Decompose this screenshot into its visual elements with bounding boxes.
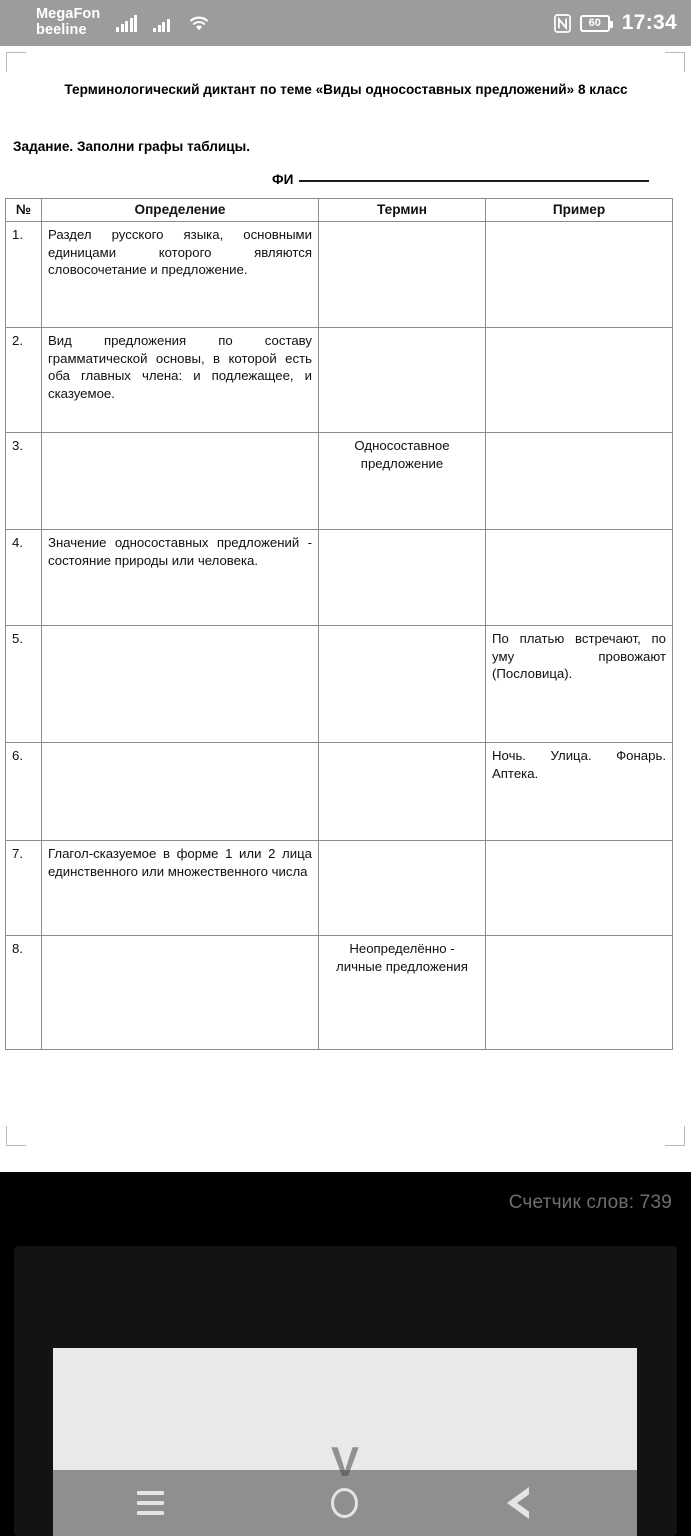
row-term: Неопределённо - личные предложения — [319, 936, 486, 1050]
row-number: 2. — [6, 328, 42, 433]
ad-placeholder[interactable] — [53, 1348, 637, 1470]
row-number: 1. — [6, 222, 42, 328]
android-navigation-bar — [53, 1438, 637, 1536]
table-row — [6, 626, 673, 743]
row-term[interactable] — [319, 743, 486, 841]
carrier-secondary: beeline — [36, 22, 87, 38]
home-button[interactable] — [302, 1475, 388, 1531]
carrier-primary: MegaFon — [36, 6, 101, 23]
row-definition[interactable] — [42, 626, 319, 743]
wifi-icon — [186, 14, 210, 32]
recents-icon — [137, 1491, 164, 1515]
row-term[interactable] — [319, 222, 486, 328]
col-header-definition: Определение — [42, 199, 319, 222]
crop-mark-top-right — [665, 52, 685, 72]
signal-icons-group — [116, 14, 210, 32]
row-number: 5. — [6, 626, 42, 743]
back-button[interactable] — [497, 1475, 583, 1531]
row-example: По платью встречают, по уму провожают (Пословица). — [486, 626, 673, 743]
fio-label: ФИ — [272, 172, 294, 187]
row-term[interactable] — [319, 626, 486, 743]
row-number: 4. — [6, 530, 42, 626]
table-row — [6, 530, 673, 626]
row-term: Односоставное предложение — [319, 433, 486, 530]
row-example[interactable] — [486, 936, 673, 1050]
row-number: 8. — [6, 936, 42, 1050]
signal-bars-icon-sim2 — [153, 15, 170, 32]
document-page[interactable] — [0, 46, 691, 1172]
crop-mark-bottom-left — [6, 1126, 26, 1146]
row-example: Ночь. Улица. Фонарь. Аптека. — [486, 743, 673, 841]
table-row — [6, 433, 673, 530]
row-example[interactable] — [486, 433, 673, 530]
row-definition[interactable] — [42, 936, 319, 1050]
row-definition[interactable] — [42, 743, 319, 841]
status-bar-right — [554, 11, 677, 35]
definitions-table — [5, 198, 673, 1050]
col-header-number: № — [6, 199, 42, 222]
row-number: 3. — [6, 433, 42, 530]
carrier-labels — [36, 7, 100, 38]
watermark-overlay: V — [330, 1438, 360, 1485]
recents-button[interactable] — [107, 1475, 193, 1531]
back-icon — [529, 1487, 551, 1519]
row-definition: Раздел русского языка, основными единицами которого являются словосочетание и предложение. — [42, 222, 319, 328]
definitions-table-wrapper — [5, 198, 672, 1050]
fio-blank-line — [299, 180, 649, 182]
row-example[interactable] — [486, 222, 673, 328]
row-example[interactable] — [486, 841, 673, 936]
task-instruction: Задание. Заполни графы таблицы. — [13, 139, 250, 154]
crop-mark-bottom-right — [665, 1126, 685, 1146]
table-row — [6, 328, 673, 433]
row-definition: Вид предложения по составу грамматической основы, в которой есть оба главных члена: и подлежащее, и сказуемое. — [42, 328, 319, 433]
word-counter-label: Счетчик слов: 739 — [508, 1192, 672, 1213]
row-definition: Значение односоставных предложений - состояние природы или человека. — [42, 530, 319, 626]
row-term[interactable] — [319, 841, 486, 936]
table-row — [6, 222, 673, 328]
table-row — [6, 743, 673, 841]
fio-row — [272, 172, 649, 187]
table-row — [6, 936, 673, 1050]
row-example[interactable] — [486, 328, 673, 433]
row-number: 7. — [6, 841, 42, 936]
home-icon — [331, 1488, 358, 1518]
row-term[interactable] — [319, 530, 486, 626]
document-title: Терминологический диктант по теме «Виды односоставных предложений» 8 класс — [64, 82, 628, 97]
row-definition: Глагол-сказуемое в форме 1 или 2 лица единственного или множественного числа — [42, 841, 319, 936]
col-header-example: Пример — [486, 199, 673, 222]
clock-label: 17:34 — [621, 11, 677, 34]
signal-bars-icon-sim1 — [116, 15, 137, 32]
table-header-row — [6, 199, 673, 222]
word-counter-strip — [0, 1172, 691, 1234]
row-term[interactable] — [319, 328, 486, 433]
table-row — [6, 841, 673, 936]
row-number: 6. — [6, 743, 42, 841]
battery-icon — [580, 15, 610, 32]
status-bar — [0, 0, 691, 46]
row-example[interactable] — [486, 530, 673, 626]
crop-mark-top-left — [6, 52, 26, 72]
battery-level-label: 60 — [588, 16, 601, 29]
row-definition[interactable] — [42, 433, 319, 530]
col-header-term: Термин — [319, 199, 486, 222]
nfc-icon — [554, 14, 571, 33]
